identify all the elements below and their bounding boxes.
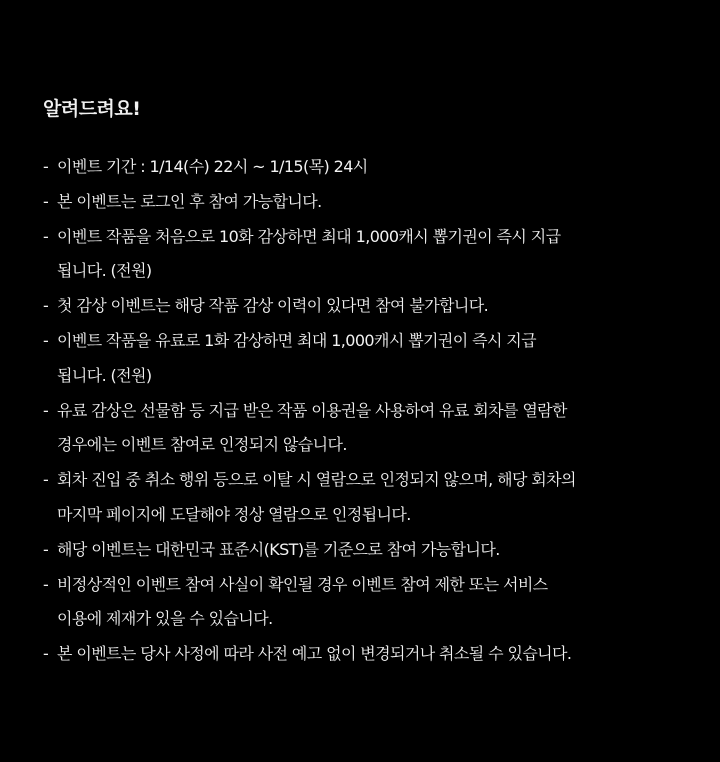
notice-item	[43, 463, 693, 533]
notice-section	[43, 94, 693, 672]
notice-item-text: 회차 진입 중 취소 행위 등으로 이탈 시 열람으로 인정되지 않으며, 해당 회차의 마지막 페이지에 도달해야 정상 열람으로 인정됩니다.	[57, 470, 576, 524]
bullet-dash: -	[43, 400, 49, 420]
bullet-dash: -	[43, 191, 49, 211]
notice-item	[43, 324, 693, 394]
notice-item-text: 유료 감상은 선물함 등 지급 받은 작품 이용권을 사용하여 유료 회차를 열람한 경우에는 이벤트 참여로 인정되지 않습니다.	[57, 400, 567, 455]
bullet-dash: -	[43, 644, 49, 664]
bullet-dash: -	[43, 574, 49, 594]
notice-item-text: 해당 이벤트는 대한민국 표준시(KST)를 기준으로 참여 가능합니다.	[57, 539, 500, 559]
bullet-dash: -	[43, 157, 49, 176]
notice-item	[43, 289, 693, 324]
notice-item	[43, 533, 693, 568]
bullet-dash: -	[43, 296, 49, 316]
bullet-dash: -	[43, 470, 49, 490]
notice-title: 알려드려요!	[43, 98, 141, 120]
notice-item-text: 비정상적인 이벤트 참여 사실이 확인될 경우 이벤트 참여 제한 또는 서비스 이용에 제재가 있을 수 있습니다.	[57, 574, 548, 629]
bullet-dash: -	[43, 539, 49, 559]
notice-item	[43, 150, 693, 185]
notice-item-text: 이벤트 기간 : 1/14(수) 22시 ~ 1/15(목) 24시	[57, 157, 368, 176]
notice-item-text: 본 이벤트는 로그인 후 참여 가능합니다.	[57, 191, 322, 211]
notice-item-text: 이벤트 작품을 처음으로 10화 감상하면 최대 1,000캐시 뽑기권이 즉시 지급 됩니다. (전원)	[57, 226, 561, 281]
notice-item-text: 첫 감상 이벤트는 해당 작품 감상 이력이 있다면 참여 불가합니다.	[57, 296, 489, 316]
bullet-dash: -	[43, 226, 49, 246]
notice-list	[43, 150, 693, 672]
notice-item-text: 이벤트 작품을 유료로 1화 감상하면 최대 1,000캐시 뽑기권이 즉시 지급 됩니다. (전원)	[57, 330, 537, 385]
bullet-dash: -	[43, 330, 49, 350]
notice-item	[43, 185, 693, 220]
notice-item	[43, 394, 693, 464]
notice-item	[43, 220, 693, 290]
notice-item	[43, 637, 693, 672]
notice-item-text: 본 이벤트는 당사 사정에 따라 사전 예고 없이 변경되거나 취소될 수 있습니다.	[57, 644, 572, 664]
notice-item	[43, 568, 693, 638]
